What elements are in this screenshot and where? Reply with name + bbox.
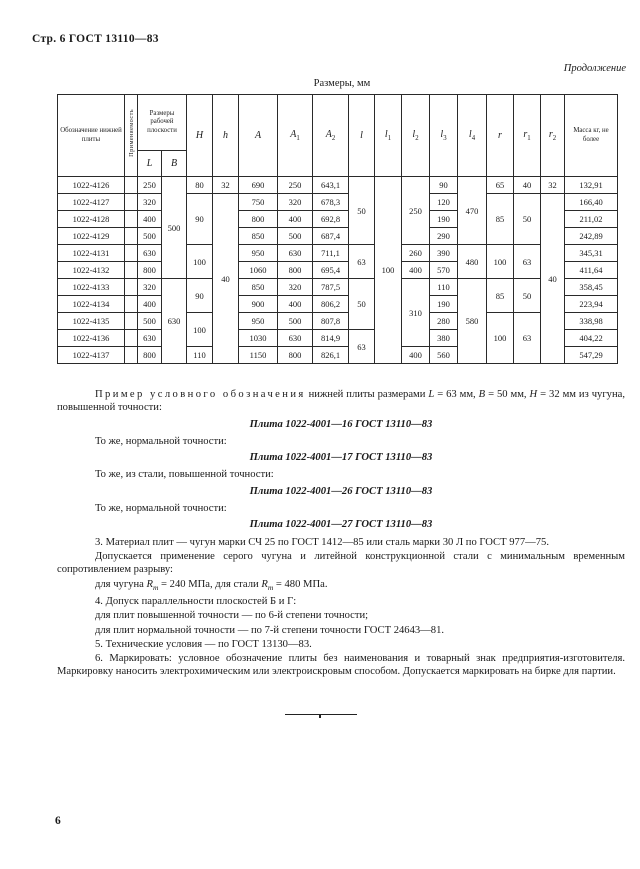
table-cell: 211,02 <box>565 211 618 228</box>
column-header-cell: $r_2$ <box>541 95 565 177</box>
designation-line: Плита 1022-4001—17 ГОСТ 13110—83 <box>249 452 433 464</box>
table-cell <box>125 262 138 279</box>
plate-designation-cell: 1022-4131 <box>58 245 125 262</box>
text-run: Пример условного обозначения <box>95 389 306 400</box>
formula-line <box>57 578 625 594</box>
table-cell: 40 <box>514 177 541 194</box>
paragraph: То же, нормальной точности: <box>95 435 227 447</box>
column-header-cell: L <box>138 151 162 177</box>
table-cell: 400 <box>138 211 162 228</box>
table-cell <box>125 313 138 330</box>
table-cell: 570 <box>430 262 458 279</box>
table-cell: 950 <box>239 313 278 330</box>
text-run: L <box>428 389 435 400</box>
text-run: = 50 мм, <box>485 389 530 400</box>
table-cell: 695,4 <box>313 262 349 279</box>
plate-designation-cell: 1022-4133 <box>58 279 125 296</box>
table-cell: 250 <box>138 177 162 194</box>
paragraph: 3. Материал плит — чугун марки СЧ 25 по ГОСТ 1412—85 или сталь марки 30 Л по ГОСТ 977—75. <box>95 536 549 548</box>
table-cell: 32 <box>541 177 565 194</box>
plate-designation-cell: 1022-4137 <box>58 347 125 364</box>
table-cell: 100 <box>487 245 514 279</box>
table-cell <box>125 279 138 296</box>
column-header-cell: Обозначение нижней плиты <box>58 95 125 177</box>
text-run: нижней плиты размерами <box>305 389 429 400</box>
table-cell: 40 <box>213 194 239 364</box>
table-cell: 290 <box>430 228 458 245</box>
table-cell: 800 <box>278 347 313 364</box>
text-run: В <box>478 389 486 400</box>
table-cell: 166,40 <box>565 194 618 211</box>
table-cell: 320 <box>278 194 313 211</box>
table-cell <box>125 211 138 228</box>
table-cell: 500 <box>278 313 313 330</box>
table-cell: 100 <box>487 313 514 364</box>
text-run: = 32 мм из чугуна, повышенной точности: <box>57 389 625 414</box>
table-cell <box>125 194 138 211</box>
table-cell <box>125 296 138 313</box>
table-cell: 643,1 <box>313 177 349 194</box>
table-cell: 411,64 <box>565 262 618 279</box>
table-cell <box>125 177 138 194</box>
table-cell: 63 <box>514 245 541 279</box>
table-cell: 800 <box>239 211 278 228</box>
column-header-cell: $A_2$ <box>313 95 349 177</box>
table-cell: 560 <box>430 347 458 364</box>
column-header-cell: $l_2$ <box>402 95 430 177</box>
table-cell: 110 <box>430 279 458 296</box>
table-cell: 63 <box>514 313 541 364</box>
column-header-cell: $r_1$ <box>514 95 541 177</box>
text-run: = 240 МПа, для стали <box>158 578 262 590</box>
table-cell: 50 <box>349 177 375 245</box>
table-cell: 547,29 <box>565 347 618 364</box>
text-run: R <box>261 578 268 590</box>
table-cell: 630 <box>278 245 313 262</box>
table-cell: 950 <box>239 245 278 262</box>
example-paragraph <box>57 388 625 415</box>
plate-designation-cell: 1022-4134 <box>58 296 125 313</box>
table-cell: 1150 <box>239 347 278 364</box>
table-cell: 80 <box>187 177 213 194</box>
table-cell: 814,9 <box>313 330 349 347</box>
paragraph: То же, из стали, повышенной точности: <box>95 469 274 481</box>
table-cell: 500 <box>162 177 187 279</box>
table-cell: 580 <box>458 279 487 364</box>
table-cell: 400 <box>278 296 313 313</box>
table-cell <box>125 330 138 347</box>
table-cell: 85 <box>487 194 514 245</box>
table-cell: 400 <box>278 211 313 228</box>
table-cell: 807,8 <box>313 313 349 330</box>
table-cell: 90 <box>187 279 213 313</box>
table-cell <box>125 347 138 364</box>
plate-designation-cell: 1022-4135 <box>58 313 125 330</box>
text-run: = 480 МПа. <box>273 578 328 590</box>
table-cell: 338,98 <box>565 313 618 330</box>
table-cell: 50 <box>514 194 541 245</box>
column-header-cell: l <box>349 95 375 177</box>
column-header-cell <box>125 95 138 177</box>
paragraph: То же, нормальной точности: <box>95 503 227 515</box>
table-cell: 900 <box>239 296 278 313</box>
table-cell: 500 <box>138 228 162 245</box>
table-cell: 630 <box>278 330 313 347</box>
table-cell: 500 <box>138 313 162 330</box>
text-run: Н <box>529 389 538 400</box>
column-header-cell: r <box>487 95 514 177</box>
vertical-header-label: Применяемость <box>127 109 135 157</box>
column-header-cell: $A_1$ <box>278 95 313 177</box>
column-header-cell: $l_1$ <box>375 95 402 177</box>
table-cell: 190 <box>430 296 458 313</box>
table-cell: 806,2 <box>313 296 349 313</box>
table-cell: 500 <box>278 228 313 245</box>
table-cell: 690 <box>239 177 278 194</box>
paragraph: 4. Допуск параллельности плоскостей Б и Г: <box>95 595 297 607</box>
table-cell: 63 <box>349 330 375 364</box>
continuation-note: Продолжение <box>563 63 626 74</box>
column-header-cell: H <box>187 95 213 177</box>
table-cell: 687,4 <box>313 228 349 245</box>
table-cell: 470 <box>458 177 487 245</box>
table-cell: 63 <box>349 245 375 279</box>
table-cell: 110 <box>187 347 213 364</box>
table-cell: 400 <box>402 347 430 364</box>
table-cell: 223,94 <box>565 296 618 313</box>
text-content <box>57 388 625 680</box>
table-cell: 358,45 <box>565 279 618 296</box>
table-cell: 1060 <box>239 262 278 279</box>
table-cell: 850 <box>239 279 278 296</box>
table-cell: 630 <box>162 279 187 364</box>
table-cell: 280 <box>430 313 458 330</box>
paragraph: для плит нормальной точности — по 7-й степени точности ГОСТ 24643—81. <box>95 624 445 636</box>
plate-designation-cell: 1022-4129 <box>58 228 125 245</box>
table-cell: 400 <box>138 296 162 313</box>
table-cell: 310 <box>402 279 430 347</box>
table-cell: 390 <box>430 245 458 262</box>
table-cell: 711,1 <box>313 245 349 262</box>
plate-designation-cell: 1022-4128 <box>58 211 125 228</box>
table-cell: 50 <box>349 279 375 330</box>
table-cell: 100 <box>187 245 213 279</box>
table-cell: 132,91 <box>565 177 618 194</box>
table-cell: 250 <box>402 177 430 245</box>
designation-line: Плита 1022-4001—16 ГОСТ 13110—83 <box>249 418 433 430</box>
table-cell: 630 <box>138 330 162 347</box>
table-cell: 630 <box>138 245 162 262</box>
table-cell: 320 <box>278 279 313 296</box>
table-cell: 50 <box>514 279 541 313</box>
table-cell: 65 <box>487 177 514 194</box>
column-header-cell: Масса кг, не более <box>565 95 618 177</box>
column-header-cell: $l_3$ <box>430 95 458 177</box>
table-cell: 826,1 <box>313 347 349 364</box>
table-cell: 800 <box>278 262 313 279</box>
table-cell: 190 <box>430 211 458 228</box>
table-cell: 260 <box>402 245 430 262</box>
table-cell: 250 <box>278 177 313 194</box>
table-cell: 480 <box>458 245 487 279</box>
table-cell: 120 <box>430 194 458 211</box>
table-cell: 800 <box>138 347 162 364</box>
table-cell: 345,31 <box>565 245 618 262</box>
text-run: R <box>146 578 153 590</box>
running-head: Стр. 6 ГОСТ 13110—83 <box>32 33 159 45</box>
table-cell: 40 <box>541 194 565 364</box>
paragraph: 5. Технические условия — по ГОСТ 13130—83. <box>95 638 312 650</box>
table-cell: 1030 <box>239 330 278 347</box>
table-cell: 750 <box>239 194 278 211</box>
table-cell <box>125 228 138 245</box>
text-run: m <box>267 582 274 592</box>
text-run: m <box>152 582 159 592</box>
table-cell: 850 <box>239 228 278 245</box>
plate-designation-cell: 1022-4136 <box>58 330 125 347</box>
text-run: для чугуна <box>95 578 147 590</box>
plate-designation-cell: 1022-4132 <box>58 262 125 279</box>
column-header-cell: $l_4$ <box>458 95 487 177</box>
table-cell: 90 <box>187 194 213 245</box>
table-cell: 678,3 <box>313 194 349 211</box>
divider-tick <box>319 714 321 718</box>
paragraph: для плит повышенной точности — по 6-й степени точности; <box>95 610 369 622</box>
table-cell: 404,22 <box>565 330 618 347</box>
table-cell: 400 <box>402 262 430 279</box>
table-cell: 32 <box>213 177 239 194</box>
column-header-cell: B <box>162 151 187 177</box>
plate-designation-cell: 1022-4127 <box>58 194 125 211</box>
designation-line: Плита 1022-4001—27 ГОСТ 13110—83 <box>249 519 433 531</box>
plate-designation-cell: 1022-4126 <box>58 177 125 194</box>
column-header-cell: A <box>239 95 278 177</box>
table-cell: 320 <box>138 279 162 296</box>
column-header-cell: h <box>213 95 239 177</box>
text-run: = 63 мм, <box>434 389 479 400</box>
table-cell: 100 <box>375 177 402 364</box>
paragraph: 6. Маркировать: условное обозначение плиты без наименования и товарный знак предприятия-изготовителя. Маркировку наносить электрохимическим или электроискровым способом. Допускается маркировать на бирке для партии. <box>57 653 625 678</box>
table-title: Размеры, мм <box>313 78 371 89</box>
page-number: 6 <box>55 815 61 827</box>
dimensions-table <box>57 94 618 364</box>
table-cell: 380 <box>430 330 458 347</box>
column-header-cell: Размеры рабочей плоскости <box>138 95 187 151</box>
section-divider <box>285 714 357 715</box>
paragraph: Допускается применение серого чугуна и литейной конструкционной стали с минимальным временным сопротивлением разрыву: <box>57 550 625 576</box>
table-cell: 320 <box>138 194 162 211</box>
table-cell: 242,89 <box>565 228 618 245</box>
table-cell: 692,8 <box>313 211 349 228</box>
table-cell: 90 <box>430 177 458 194</box>
table-cell: 100 <box>187 313 213 347</box>
designation-line: Плита 1022-4001—26 ГОСТ 13110—83 <box>249 485 433 497</box>
table-cell: 85 <box>487 279 514 313</box>
table-cell: 787,5 <box>313 279 349 296</box>
table-cell <box>125 245 138 262</box>
table-cell: 800 <box>138 262 162 279</box>
